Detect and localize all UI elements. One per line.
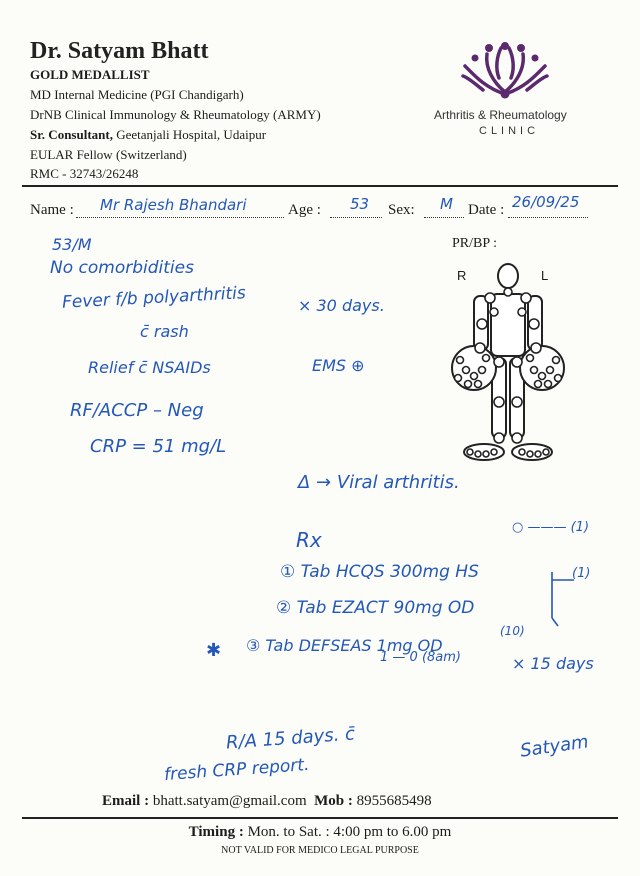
- patient-sex: M: [440, 195, 453, 213]
- relief-note: Relief c̄ NSAIDs: [88, 358, 211, 377]
- diagram-right-label: R: [457, 268, 467, 283]
- consultant-place: Geetanjali Hospital, Udaipur: [116, 127, 267, 142]
- contact-row: [102, 793, 432, 810]
- doctor-signature: Satyam: [518, 731, 590, 762]
- email-label: Email :: [102, 793, 150, 809]
- lotus-figures-logo-icon: [455, 38, 555, 104]
- review-note-2: fresh CRP report.: [163, 754, 311, 786]
- doctor-name: Dr. Satyam Bhatt: [30, 38, 209, 64]
- timing-row: [0, 824, 640, 841]
- timing-value: Mon. to Sat. : 4:00 pm to 6.00 pm: [247, 824, 452, 840]
- bracket-note: 1 — 0 (8am): [380, 650, 461, 665]
- age-sex-note: 53/M: [52, 235, 92, 254]
- consultant-line: [30, 127, 266, 143]
- dose-ten: (10): [500, 624, 525, 638]
- sex-dotted-line: [424, 217, 464, 218]
- mobile-label: Mob :: [314, 793, 353, 809]
- credential-drnb: DrNB Clinical Immunology & Rheumatology (ARMY): [30, 107, 321, 122]
- rash-note: c̄ rash: [140, 322, 189, 341]
- name-label: Name :: [30, 202, 74, 218]
- rf-accp-note: RF/ACCP – Neg: [70, 400, 204, 421]
- crp-note: CRP = 51 mg/L: [90, 436, 227, 457]
- dose-bracket-icon: [548, 570, 578, 630]
- age-dotted-line: [330, 217, 382, 218]
- pr-bp-label: PR/BP :: [452, 236, 498, 251]
- rx-item-2: ② Tab EZACT 90mg OD: [276, 598, 475, 618]
- clinic-name: Arthritis & Rheumatology: [434, 108, 567, 122]
- ems-note: EMS ⊕: [312, 356, 365, 375]
- joint-body-diagram-icon: [446, 262, 572, 466]
- comorbidities-note: No comorbidities: [50, 258, 194, 278]
- date-label: Date :: [468, 202, 505, 218]
- fellowship: EULAR Fellow (Switzerland): [30, 147, 187, 162]
- date-dotted-line: [508, 217, 588, 218]
- footer-divider: [22, 817, 618, 819]
- consultant-label: Sr. Consultant,: [30, 127, 113, 142]
- course-duration: × 15 days: [512, 654, 594, 673]
- rx-item-3: ③ Tab DEFSEAS 1mg OD: [246, 636, 443, 655]
- rx-item-1: ① Tab HCQS 300mg HS: [280, 562, 479, 582]
- timing-label: Timing :: [188, 824, 244, 840]
- sex-label: Sex:: [388, 202, 415, 218]
- registration-number: RMC - 32743/26248: [30, 166, 139, 181]
- review-note: R/A 15 days. c̄: [225, 723, 356, 754]
- name-dotted-line: [76, 217, 284, 218]
- duration-note: × 30 days.: [298, 296, 385, 315]
- patient-age: 53: [350, 195, 370, 213]
- diagnosis-note: Δ → Viral arthritis.: [298, 472, 460, 493]
- credential-md: MD Internal Medicine (PGI Chandigarh): [30, 87, 244, 102]
- clinic-subtitle: CLINIC: [479, 125, 540, 137]
- mobile-number[interactable]: 8955685498: [356, 793, 432, 809]
- rx-star: ✱: [206, 640, 222, 661]
- patient-name: Mr Rajesh Bhandari: [100, 196, 247, 214]
- age-label: Age :: [288, 202, 321, 218]
- legal-disclaimer: NOT VALID FOR MEDICO LEGAL PURPOSE: [221, 845, 419, 856]
- complaint-note: Fever f/b polyarthritis: [61, 283, 247, 313]
- diagram-left-label: L: [541, 268, 549, 283]
- header-divider: [22, 185, 618, 187]
- email-link[interactable]: bhatt.satyam@gmail.com: [152, 793, 307, 809]
- dose-marks-side: (1): [572, 566, 591, 581]
- visit-date: 26/09/25: [512, 193, 580, 211]
- dose-marks-top: ○ ——— (1): [512, 520, 590, 535]
- rx-symbol: Rx: [296, 528, 322, 552]
- gold-medallist-title: GOLD MEDALLIST: [30, 67, 150, 82]
